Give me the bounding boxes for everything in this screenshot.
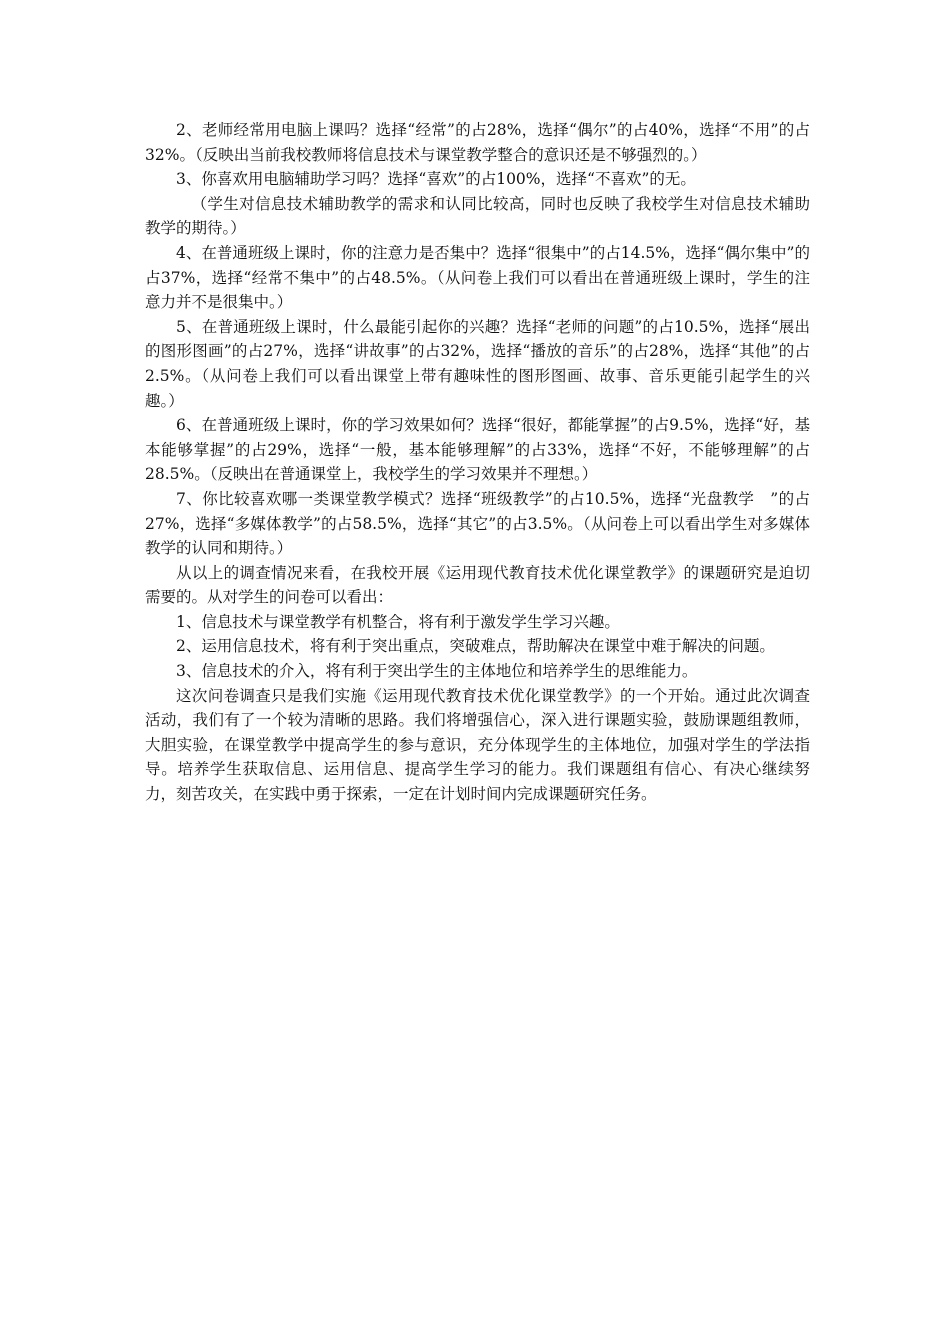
- survey-item-3: 3、你喜欢用电脑辅助学习吗？选择“喜欢”的占100%，选择“不喜欢”的无。: [176, 170, 696, 189]
- survey-item-6: 6、在普通班级上课时，你的学习效果如何？选择“很好，都能掌握”的占9.5%，选择“好，基本能够掌握”的占29%，选择“一般，基本能够理解”的占33%，选择“不好，不能够理解”的占28.5%。（反映出在普通课堂上，我校学生的学习效果并不理想。）: [145, 416, 810, 484]
- document-body: [145, 118, 810, 807]
- survey-item-5: 5、在普通班级上课时，什么最能引起你的兴趣？选择“老师的问题”的占10.5%，选择“展出的图形图画”的占27%，选择“讲故事”的占32%，选择“播放的音乐”的占28%，选择“其他”的占2.5%。（从问卷上我们可以看出课堂上带有趣味性的图形图画、故事、音乐更能引起学生的兴趣。）: [145, 317, 810, 410]
- survey-item-2: 2、老师经常用电脑上课吗？选择“经常”的占28%，选择“偶尔”的占40%，选择“不用”的占32%。（反映出当前我校教师将信息技术与课堂教学整合的意识还是不够强烈的。）: [145, 121, 810, 164]
- closing-paragraph: 这次问卷调查只是我们实施《运用现代教育技术优化课堂教学》的一个开始。通过此次调查活动，我们有了一个较为清晰的思路。我们将增强信心，深入进行课题实验，鼓励课题组教师，大胆实验，在课堂教学中提高学生的参与意识，充分体现学生的主体地位，加强对学生的学法指导。培养学生获取信息、运用信息、提高学生学习的能力。我们课题组有信心、有决心继续努力，刻苦攻关，在实践中勇于探索，一定在计划时间内完成课题研究任务。: [145, 686, 810, 804]
- conclusion-intro: 从以上的调查情况来看，在我校开展《运用现代教育技术优化课堂教学》的课题研究是迫切需要的。从对学生的问卷可以看出：: [145, 563, 810, 607]
- conclusion-point-1: 1、信息技术与课堂教学有机整合，将有利于激发学生学习兴趣。: [176, 612, 620, 631]
- conclusion-point-3: 3、信息技术的介入，将有利于突出学生的主体地位和培养学生的思维能力。: [176, 662, 698, 681]
- conclusion-point-2: 2、运用信息技术，将有利于突出重点，突破难点，帮助解决在课堂中难于解决的问题。: [176, 637, 775, 656]
- survey-item-3-note: （学生对信息技术辅助教学的需求和认同比较高，同时也反映了我校学生对信息技术辅助教学的期待。）: [145, 194, 810, 238]
- survey-item-7: 7、你比较喜欢哪一类课堂教学模式？选择“班级教学”的占10.5%，选择“光盘教学 ”的占27%，选择“多媒体教学”的占58.5%，选择“其它”的占3.5%。（从问卷上可以看出学生对多媒体教学的认同和期待。）: [145, 489, 810, 558]
- survey-item-4: 4、在普通班级上课时，你的注意力是否集中？选择“很集中”的占14.5%，选择“偶尔集中”的占37%，选择“经常不集中”的占48.5%。（从问卷上我们可以看出在普通班级上课时，学生的注意力并不是很集中。）: [145, 243, 810, 312]
